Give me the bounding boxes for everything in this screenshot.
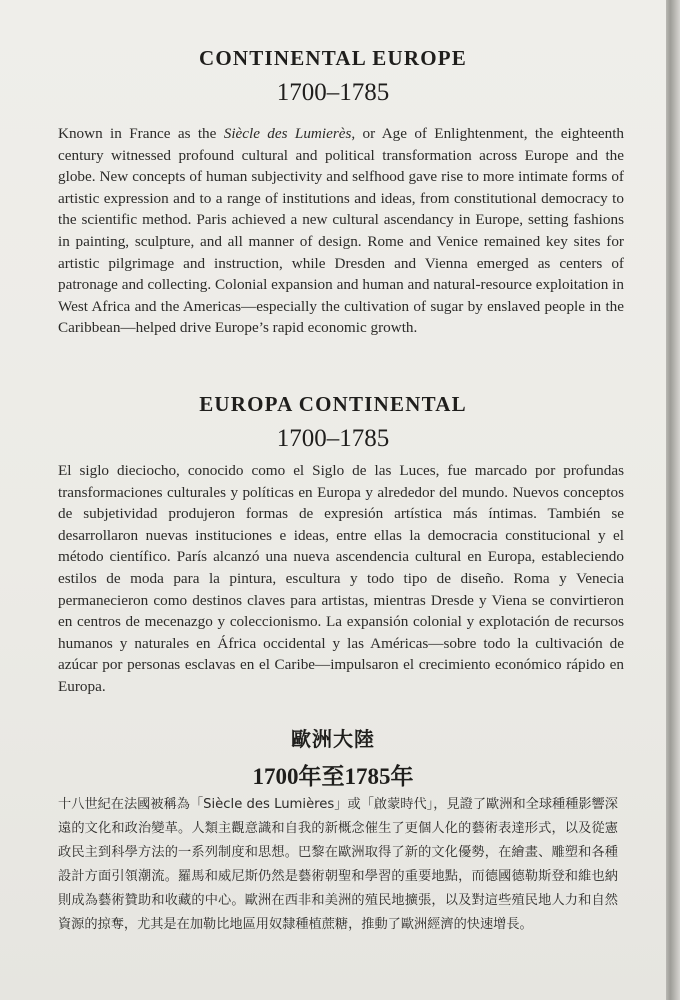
spanish-section (0, 392, 666, 453)
english-years: 1700–1785 (276, 79, 390, 106)
chinese-years: 1700年至1785年 (252, 764, 414, 789)
chinese-body: 十八世紀在法國被稱為「Siècle des Lumières」或「啟蒙時代」，見證了歐洲和全球種種影響深遠的文化和政治變革。人類主觀意識和自我的新概念催生了更個人化的藝術表達形式，以及從憲政民主到科學方法的一系列制度和思想。巴黎在歐洲取得了新的文化優勢，在繪畫、雕塑和各種設計方面引領潮流。羅馬和威尼斯仍然是藝術朝聖和學習的重要地點，而德國德勒斯登和維也納則成為藝術贊助和收藏的中心。歐洲在西非和美洲的殖民地擴張，以及對這些殖民地人力和自然資源的掠奪，尤其是在加勒比地區用奴隸種植蔗糖，推動了歐洲經濟的快速增長。 (58, 797, 618, 932)
spanish-years: 1700–1785 (276, 425, 390, 452)
english-body-after: , or Age of Enlightenment, the eighteenth century witnessed profound cultural and political transformation across Europe and the globe. New concepts of human subjectivity and selfhood gave rise to more intimate forms of artistic expression and to a range of institutions and ideas, from constitutional democracy to the scientific method. Paris achieved a new cultural ascendancy in Europe, setting fashions in painting, sculpture, and all manner of design. Rome and Venice remained key sites for artistic pilgrimage and instruction, while Dresden and Vienna emerged as centers of patronage and collecting. Colonial expansion and human and natural-resource exploitation in West Africa and the Americas—especially the cultivation of sugar by enslaved people in the Caribbean—helped drive Europe’s rapid economic growth. (58, 125, 625, 337)
spanish-title: EUROPA CONTINENTAL (199, 392, 467, 416)
chinese-title: 歐洲大陸 (291, 727, 375, 751)
english-body-before: Known in France as the (58, 125, 224, 142)
spanish-body: El siglo dieciocho, conocido como el Siglo de las Luces, fue marcado por profundas transformaciones culturales y políticas en Europa y alrededor del mundo. Nuevos conceptos de subjetividad produjeron formas de expresión artística más íntimas. También se desarrollaron nuevas instituciones e ideas, entre ellas la democracia constitucional y el método científico. París alcanzó una nueva ascendencia cultural en Europa, estableciendo estilos de moda para la pintura, escultura y todo tipo de diseño. Roma y Venecia permanecieron como destinos claves para artistas, mientras Dresde y Viena se convirtieron en centros de mecenazgo y coleccionismo. La expansión colonial y explotación de recursos humanos y naturales en África occidental y las Américas—sobre todo la cultivación de azúcar por personas esclavas en el Caribe—impulsaron el crecimiento económico rápido en Europa. (58, 462, 624, 695)
english-body (58, 123, 624, 339)
panel-edge (666, 0, 680, 1000)
english-body-italic: Siècle des Lumierès (223, 125, 352, 142)
english-title: CONTINENTAL EUROPE (198, 46, 467, 70)
chinese-section (0, 723, 666, 791)
english-section (0, 46, 666, 107)
